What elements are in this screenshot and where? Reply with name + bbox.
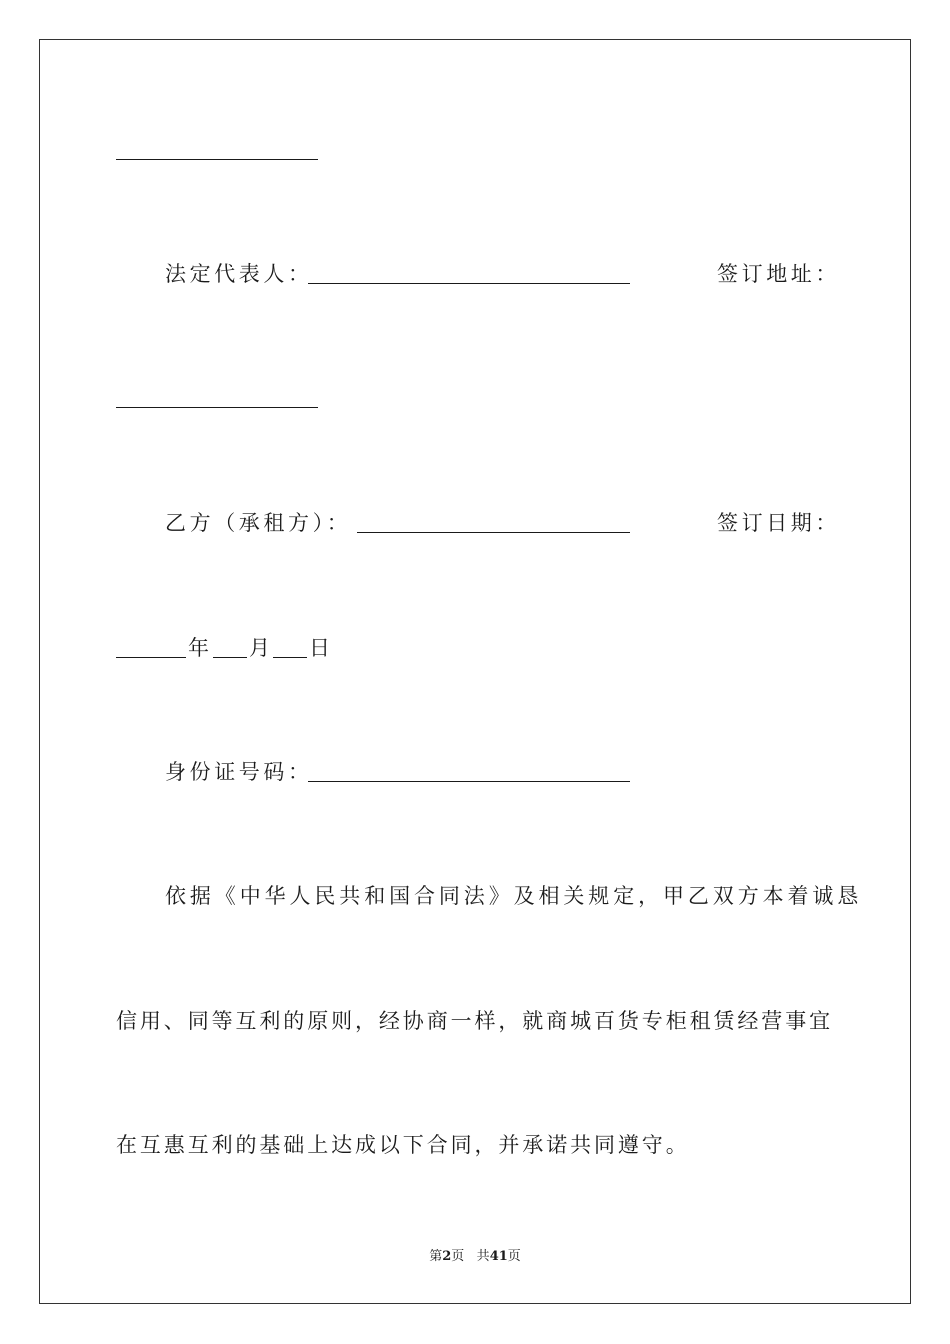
year-label: 年 bbox=[188, 636, 213, 660]
day-label: 日 bbox=[309, 636, 334, 660]
page-number-footer bbox=[0, 1250, 950, 1263]
body-line-3: 在互惠互利的基础上达成以下合同，并承诺共同遵守。 bbox=[116, 1133, 690, 1157]
sign-address-label: 签订地址： bbox=[717, 262, 840, 286]
body-line-1: 依据《中华人民共和国合同法》及相关规定，甲乙双方本着诚恳 bbox=[165, 884, 863, 908]
sign-date-label: 签订日期： bbox=[717, 511, 840, 535]
legal-rep-blank bbox=[308, 283, 630, 284]
legal-rep-label: 法定代表人： bbox=[165, 262, 313, 286]
total-page-number: 41 bbox=[489, 1249, 508, 1264]
id-number-label: 身份证号码： bbox=[165, 760, 313, 784]
page-suffix: 页 bbox=[451, 1249, 465, 1264]
total-prefix: 共 bbox=[476, 1249, 490, 1264]
body-line-2: 信用、同等互利的原则，经协商一样，就商城百货专柜租赁经营事宜 bbox=[116, 1009, 833, 1033]
party-b-blank bbox=[357, 532, 630, 533]
page-border bbox=[39, 39, 911, 1304]
month-blank bbox=[213, 657, 247, 658]
day-blank bbox=[273, 657, 307, 658]
blank-line-top bbox=[116, 159, 318, 160]
total-suffix: 页 bbox=[507, 1249, 521, 1264]
sign-address-blank bbox=[116, 407, 318, 408]
year-blank bbox=[116, 657, 186, 658]
page-prefix: 第 bbox=[429, 1249, 443, 1264]
month-label: 月 bbox=[249, 636, 274, 660]
current-page-number: 2 bbox=[442, 1249, 452, 1264]
party-b-label: 乙方（承租方）： bbox=[165, 511, 352, 535]
id-number-blank bbox=[308, 781, 630, 782]
